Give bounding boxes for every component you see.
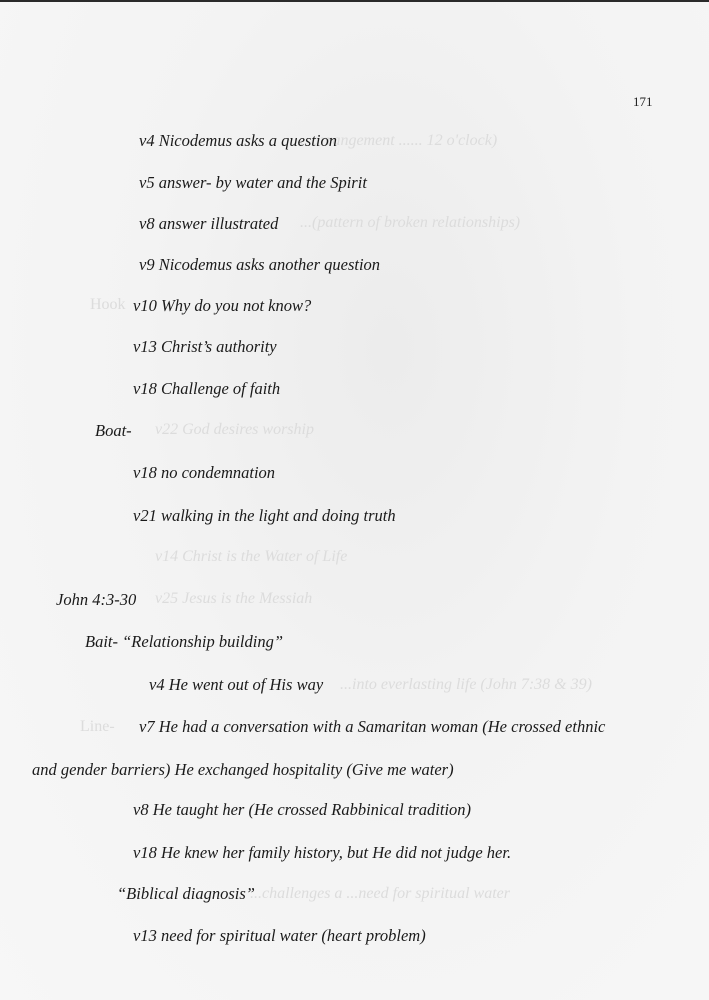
text-line: v18 Challenge of faith — [133, 379, 281, 398]
page-number: 171 — [633, 94, 653, 109]
bleed-through-text: ...challenges a ...need for spiritual water — [250, 885, 510, 902]
bleed-through-text: ...arrangement ...... 12 o'clock) — [300, 132, 498, 149]
scripture-reference: John 4:3-30 — [56, 590, 137, 609]
text-line: v9 Nicodemus asks another question — [139, 255, 381, 274]
text-line: v4 He went out of His way — [149, 675, 324, 694]
heading-bait: Bait- “Relationship building” — [85, 632, 284, 651]
text-line: v8 He taught her (He crossed Rabbinical tradition) — [133, 800, 472, 819]
text-line: v10 Why do you not know? — [133, 296, 312, 315]
text-line: v18 He knew her family history, but He did not judge her. — [133, 843, 512, 862]
bleed-through-text: Hook — [90, 296, 126, 313]
text-line: v5 answer- by water and the Spirit — [139, 173, 367, 192]
heading-boat: Boat- — [95, 421, 132, 440]
text-line: and gender barriers) He exchanged hospitality (Give me water) — [32, 760, 454, 779]
bleed-through-text: v14 Christ is the Water of Life — [155, 548, 348, 565]
text-line: v21 walking in the light and doing truth — [133, 506, 396, 525]
bleed-through-text: v22 God desires worship — [155, 421, 314, 438]
text-line: v7 He had a conversation with a Samaritan woman (He crossed ethnic — [139, 717, 606, 736]
text-line: v13 need for spiritual water (heart problem) — [133, 926, 426, 945]
bleed-through-text: v25 Jesus is the Messiah — [155, 590, 313, 607]
text-line: v13 Christ’s authority — [133, 337, 277, 356]
bleed-through-text: ...(pattern of broken relationships) — [300, 214, 521, 231]
text-line: v4 Nicodemus asks a question — [139, 131, 337, 150]
heading-diagnosis: “Biblical diagnosis” — [117, 884, 255, 903]
text-line: v8 answer illustrated — [139, 214, 279, 233]
text-line: v18 no condemnation — [133, 463, 276, 482]
bleed-through-text: ...into everlasting life (John 7:38 & 39) — [340, 676, 592, 693]
bleed-through-text: Line- — [80, 718, 115, 735]
top-border — [0, 0, 709, 2]
